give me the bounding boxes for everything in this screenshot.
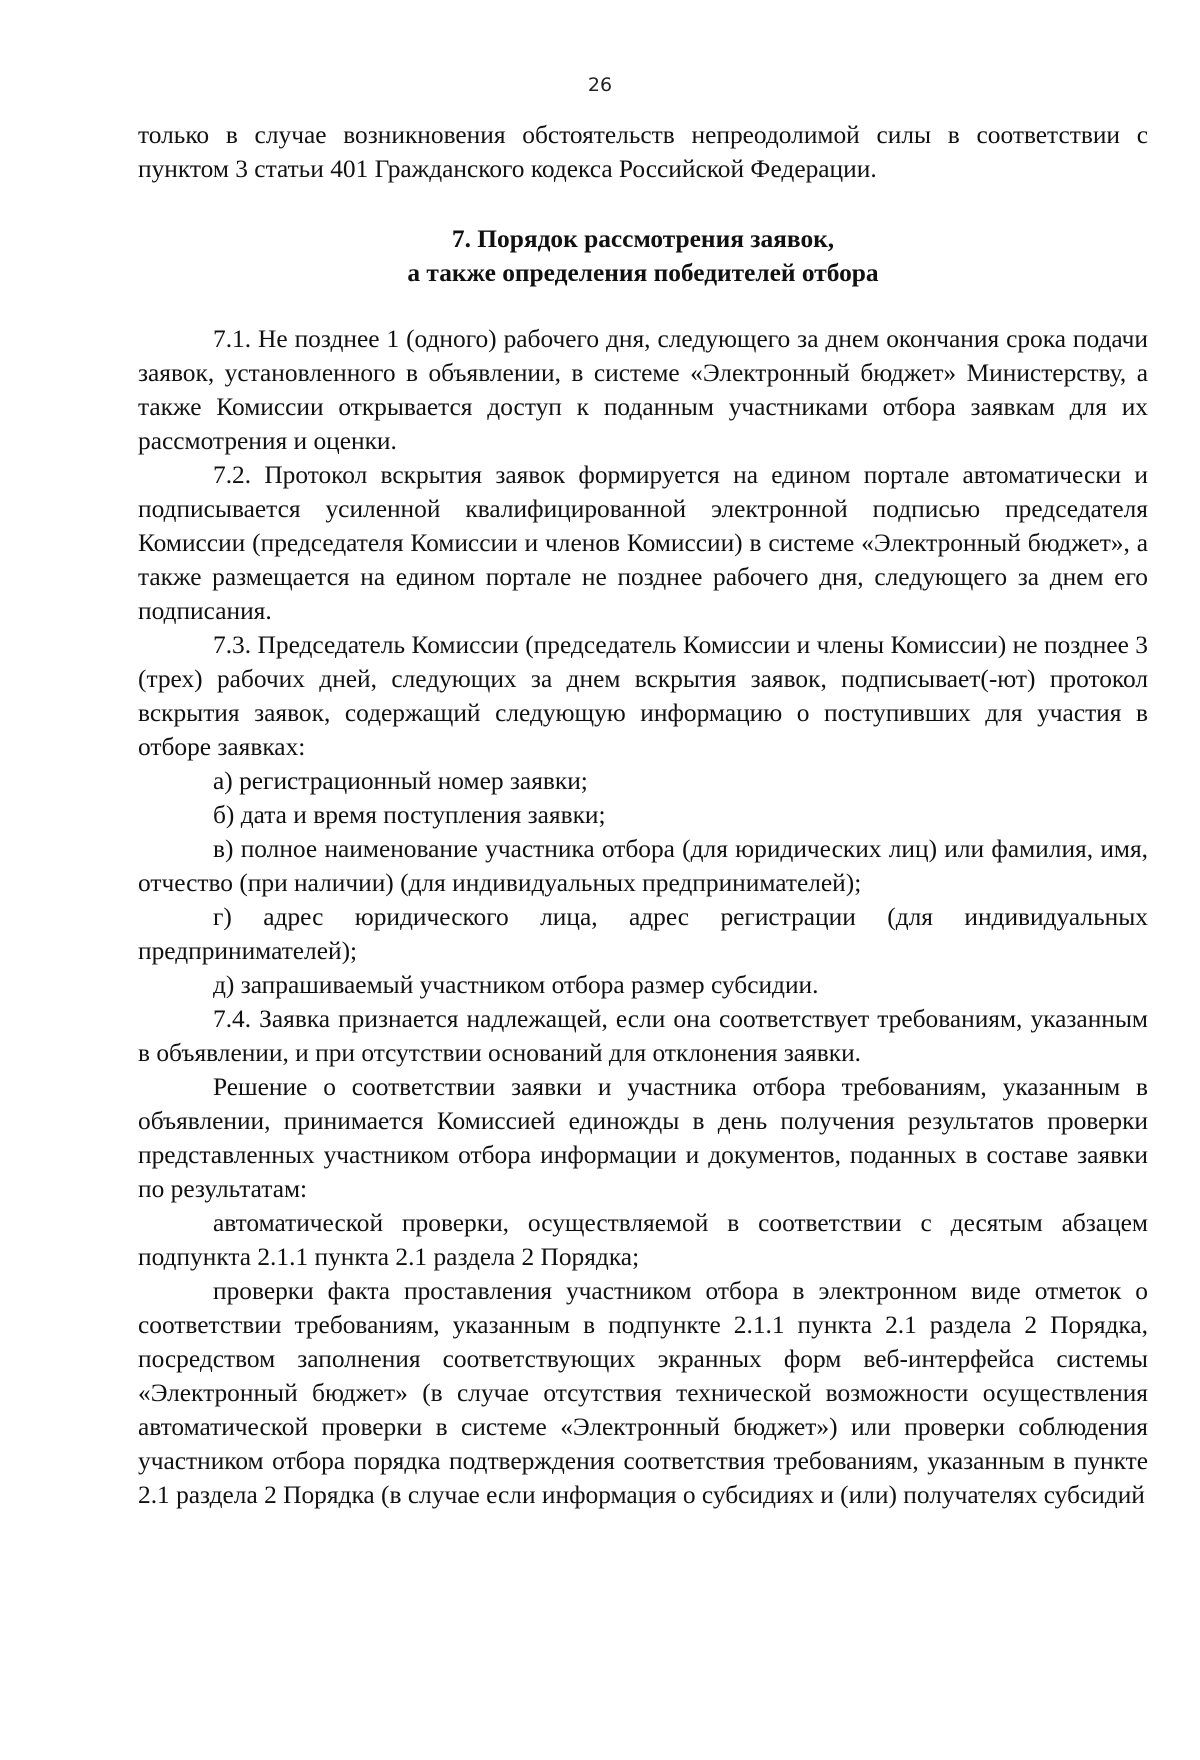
- list-item-a: а) регистрационный номер заявки;: [213, 767, 588, 795]
- intro-paragraph: только в случае возникновения обстоятельств непреодолимой силы в соответствии с пунктом 3 статьи 401 Гражданского кодекса Российской Федерации.: [138, 121, 1148, 183]
- list-item-b: б) дата и время поступления заявки;: [213, 801, 606, 829]
- section-title-line-1: 7. Порядок рассмотрения заявок,: [451, 225, 835, 253]
- section-heading: [138, 222, 1148, 290]
- paragraph-7-1: 7.1. Не позднее 1 (одного) рабочего дня, следующего за днем окончания срока подачи заявок, установленного в объявлении, в системе «Электронный бюджет» Министерству, а также Комиссии открывается доступ к поданным участниками отбора заявкам для их рассмотрения и оценки.: [138, 325, 1148, 455]
- paragraph-auto-check: автоматической проверки, осуществляемой в соответствии с десятым абзацем подпункта 2.1.1 пункта 2.1 раздела 2 Порядка;: [138, 1209, 1148, 1271]
- paragraph-7-3: 7.3. Председатель Комиссии (председатель Комиссии и члены Комиссии) не позднее 3 (трех) рабочих дней, следующих за днем вскрытия заявок, подписывает(-ют) протокол вскрытия заявок, содержащий следующую информацию о поступивших для участия в отборе заявках:: [138, 631, 1148, 761]
- page-number: 26: [587, 74, 613, 96]
- paragraph-7-2: 7.2. Протокол вскрытия заявок формируется на едином портале автоматически и подписывается усиленной квалифицированной электронной подписью председателя Комиссии (председателя Комиссии и членов Комиссии) в системе «Электронный бюджет», а также размещается на едином портале не позднее рабочего дня, следующего за днем его подписания.: [138, 461, 1148, 625]
- paragraph-manual-check: проверки факта проставления участником отбора в электронном виде отметок о соответствии требованиям, указанным в подпункте 2.1.1 пункта 2.1 раздела 2 Порядка, посредством заполнения соответствующих экранных форм веб-интерфейса системы «Электронный бюджет» (в случае отсутствия технической возможности осуществления автоматической проверки в системе «Электронный бюджет») или проверки соблюдения участником отбора порядка подтверждения соответствия требованиям, указанным в пункте 2.1 раздела 2 Порядка (в случае если информация о субсидиях и (или) получателях субсидий: [138, 1277, 1148, 1509]
- paragraph-decision: Решение о соответствии заявки и участника отбора требованиям, указанным в объявлении, принимается Комиссией единожды в день получения результатов проверки представленных участником отбора информации и документов, поданных в составе заявки по результатам:: [138, 1073, 1148, 1203]
- document-body: [138, 118, 1148, 1512]
- list-item-v: в) полное наименование участника отбора (для юридических лиц) или фамилия, имя, отчество (при наличии) (для индивидуальных предпринимателей);: [138, 835, 1148, 897]
- list-item-g: г) адрес юридического лица, адрес регистрации (для индивидуальных предпринимателей);: [138, 903, 1148, 965]
- list-item-d: д) запрашиваемый участником отбора размер субсидии.: [213, 971, 819, 999]
- section-title-line-2: а также определения победителей отбора: [407, 259, 879, 287]
- paragraph-7-4: 7.4. Заявка признается надлежащей, если она соответствует требованиям, указанным в объявлении, и при отсутствии оснований для отклонения заявки.: [138, 1005, 1148, 1067]
